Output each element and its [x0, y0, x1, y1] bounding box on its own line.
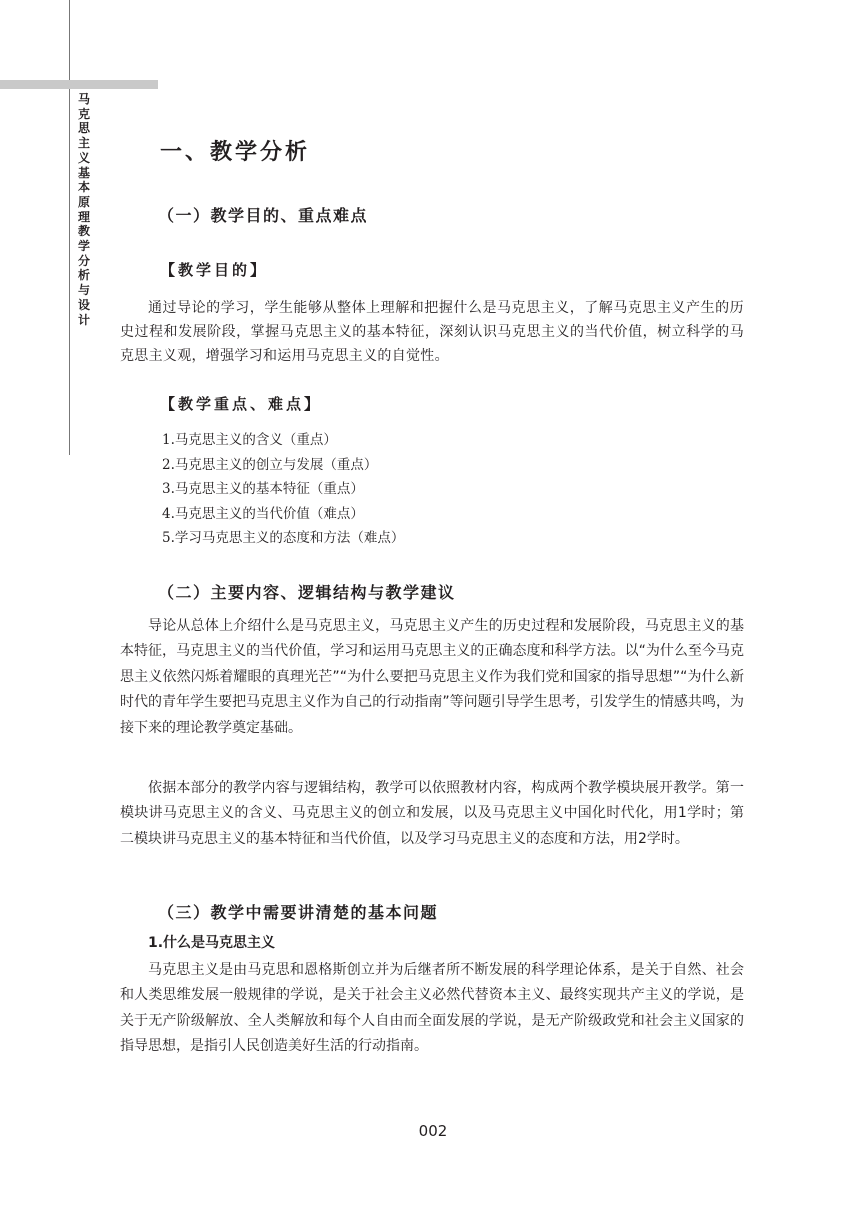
section3-paragraph-1: 马克思主义是由马克思和恩格斯创立并为后继者所不断发展的科学理论体系，是关于自然、社会和人类思维发展一般规律的学说，是关于社会主义必然代替资本主义、最终实现共产主义的学说，是关于无产阶级解放、全人类解放和每个人自由而全面发展的学说，是无产阶级政党和社会主义国家的指导思想，是指引人民创造美好生活的行动指南。: [120, 962, 744, 1055]
key-points-list: [162, 428, 404, 551]
margin-vertical-rule: [69, 0, 70, 455]
key-points-label: 【教学重点、难点】: [160, 395, 323, 413]
section2-paragraph-2: 依据本部分的教学内容与逻辑结构，教学可以依照教材内容，构成两个教学模块展开教学。第一模块讲马克思主义的含义、马克思主义的创立和发展，以及马克思主义中国化时代化，用1学时；第二模块讲马克思主义的基本特征和当代价值，以及学习马克思主义的态度和方法，用2学时。: [120, 780, 744, 847]
sidebar-book-title: 马 克 思 主 义 基 本 原 理 教 学 分 析 与 设 计: [77, 92, 90, 327]
section-heading-2: （二）主要内容、逻辑结构与教学建议: [158, 583, 456, 602]
section2-paragraph-1: 导论从总体上介绍什么是马克思主义，马克思主义产生的历史过程和发展阶段，马克思主义的基本特征，马克思主义的当代价值，学习和运用马克思主义的正确态度和科学方法。以“为什么至今马克思主义依然闪烁着耀眼的真理光芒”“为什么要把马克思主义作为我们党和国家的指导思想”“为什么新时代的青年学生要把马克思主义作为自己的行动指南”等问题引导学生思考，引发学生的情感共鸣，为接下来的理论教学奠定基础。: [120, 618, 744, 736]
header-gray-bar: [0, 80, 158, 89]
purpose-paragraph: 通过导论的学习，学生能够从整体上理解和把握什么是马克思主义，了解马克思主义产生的历史过程和发展阶段，掌握马克思主义的基本特征，深刻认识马克思主义的当代价值，树立科学的马克思主义观，增强学习和运用马克思主义的自觉性。: [120, 300, 744, 364]
purpose-label: 【教学目的】: [160, 261, 269, 279]
list-item: 3.马克思主义的基本特征（重点）: [162, 481, 364, 497]
section-heading-1: （一）教学目的、重点难点: [158, 206, 369, 225]
list-item: 4.马克思主义的当代价值（难点）: [162, 505, 364, 522]
list-item: 1.马克思主义的含义（重点）: [162, 432, 337, 448]
chapter-heading: 一、教学分析: [160, 139, 311, 165]
page-number: 002: [418, 1122, 448, 1140]
list-item: 2.马克思主义的创立与发展（重点）: [162, 456, 378, 473]
list-item: 5.学习马克思主义的态度和方法（难点）: [162, 530, 405, 546]
subsection-heading: 1.什么是马克思主义: [148, 935, 276, 951]
section-heading-3: （三）教学中需要讲清楚的基本问题: [158, 903, 439, 922]
